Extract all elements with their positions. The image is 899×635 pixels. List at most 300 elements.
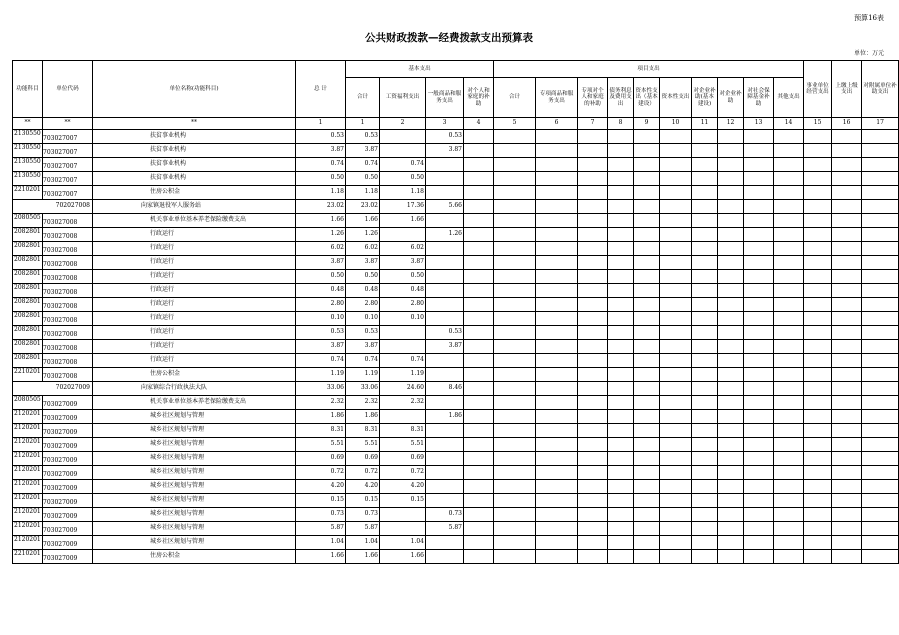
table-row — [13, 410, 899, 424]
empty-cell — [634, 396, 660, 410]
unit-name-cell: 城乡社区规划与管理 — [93, 466, 296, 480]
empty-cell — [744, 354, 774, 368]
value-cell-salary: 1.19 — [380, 368, 426, 382]
empty-cell — [578, 242, 608, 256]
func-code-cell — [13, 242, 78, 256]
empty-cell — [832, 536, 862, 550]
empty-cell — [744, 438, 774, 452]
empty-cell — [718, 214, 744, 228]
func-code-cell — [13, 396, 78, 410]
empty-cell — [718, 382, 744, 396]
unit-code: 703027008 — [43, 331, 78, 338]
value-cell-total: 0.50 — [296, 270, 346, 284]
func-code: 2130550 — [14, 158, 41, 165]
func-code: 2120201 — [14, 466, 41, 473]
empty-cell — [608, 410, 634, 424]
empty-cell — [578, 452, 608, 466]
table-row — [13, 158, 899, 172]
empty-cell — [536, 242, 578, 256]
unit-code: 703027008 — [43, 359, 78, 366]
table-row — [13, 424, 899, 438]
empty-cell — [774, 550, 804, 564]
value-cell-goods — [426, 214, 464, 228]
value-cell-salary — [380, 508, 426, 522]
unit-name-cell: 行政运行 — [93, 242, 296, 256]
empty-cell — [774, 228, 804, 242]
value-cell-sub: 4.20 — [346, 480, 380, 494]
value-cell-salary — [380, 326, 426, 340]
empty-cell — [692, 368, 718, 382]
unit-name-cell: 城乡社区规划与管理 — [93, 508, 296, 522]
empty-cell — [494, 228, 536, 242]
value-cell-salary: 5.51 — [380, 438, 426, 452]
empty-cell — [634, 452, 660, 466]
empty-cell — [660, 424, 692, 438]
empty-cell — [536, 298, 578, 312]
value-cell-sub: 0.50 — [346, 172, 380, 186]
empty-cell — [578, 312, 608, 326]
func-code: 2120201 — [14, 508, 41, 515]
func-code: 2120201 — [14, 438, 41, 445]
empty-cell — [774, 396, 804, 410]
value-cell-sub: 1.18 — [346, 186, 380, 200]
empty-cell — [832, 522, 862, 536]
empty-cell — [862, 522, 899, 536]
value-cell-salary — [380, 228, 426, 242]
value-cell-total: 6.02 — [296, 242, 346, 256]
unit-code: 703027009 — [43, 471, 78, 478]
empty-cell — [608, 480, 634, 494]
empty-cell — [578, 354, 608, 368]
func-code: 2082801 — [14, 326, 41, 333]
unit-name-cell: 城乡社区规划与管理 — [93, 480, 296, 494]
index-cell: 5 — [494, 118, 536, 130]
index-cell: 9 — [634, 118, 660, 130]
empty-cell — [718, 242, 744, 256]
empty-cell — [536, 354, 578, 368]
value-cell-sub: 23.02 — [346, 200, 380, 214]
empty-cell — [804, 480, 832, 494]
empty-cell — [494, 284, 536, 298]
value-cell-salary: 0.48 — [380, 284, 426, 298]
empty-cell — [744, 200, 774, 214]
value-cell-sub: 2.80 — [346, 298, 380, 312]
unit-name-cell: 城乡社区规划与管理 — [93, 452, 296, 466]
header-personal: 对个人和家庭的补助 — [464, 78, 494, 118]
header-upper: 上缴上级支出 — [832, 61, 862, 118]
value-cell-total: 8.31 — [296, 424, 346, 438]
value-cell-goods: 0.53 — [426, 130, 464, 144]
empty-cell — [536, 186, 578, 200]
value-cell-total: 2.32 — [296, 396, 346, 410]
value-cell-salary: 0.15 — [380, 494, 426, 508]
empty-cell — [536, 382, 578, 396]
unit-code: 703027009 — [43, 541, 78, 548]
empty-cell — [774, 410, 804, 424]
unit-code-cell: 702027008 — [13, 200, 93, 214]
empty-cell — [608, 130, 634, 144]
unit-code: 703027007 — [43, 163, 78, 170]
unit-code: 703027007 — [43, 149, 78, 156]
value-cell-goods — [426, 354, 464, 368]
empty-cell — [832, 354, 862, 368]
empty-cell — [744, 158, 774, 172]
unit-name-cell: 行政运行 — [93, 312, 296, 326]
empty-cell — [692, 396, 718, 410]
empty-cell — [608, 144, 634, 158]
empty-cell — [536, 130, 578, 144]
unit-name-cell: 扶贫事业机构 — [93, 172, 296, 186]
empty-cell — [608, 200, 634, 214]
empty-cell — [660, 214, 692, 228]
unit-code: 703027008 — [43, 303, 78, 310]
value-cell-salary: 0.69 — [380, 452, 426, 466]
empty-cell — [862, 536, 899, 550]
value-cell-goods: 8.46 — [426, 382, 464, 396]
empty-cell — [832, 368, 862, 382]
table-row — [13, 550, 899, 564]
empty-cell — [634, 368, 660, 382]
value-cell-total: 1.18 — [296, 186, 346, 200]
empty-cell — [692, 354, 718, 368]
table-row — [13, 396, 899, 410]
empty-cell — [634, 522, 660, 536]
empty-cell — [536, 256, 578, 270]
empty-cell — [494, 326, 536, 340]
empty-cell — [744, 452, 774, 466]
func-code: 2082801 — [14, 312, 41, 319]
index-cell: 3 — [426, 118, 464, 130]
table-row — [13, 368, 899, 382]
value-cell-total: 0.50 — [296, 172, 346, 186]
func-code-cell — [13, 228, 78, 242]
empty-cell — [634, 200, 660, 214]
empty-cell — [692, 326, 718, 340]
empty-cell — [578, 130, 608, 144]
empty-cell — [744, 186, 774, 200]
empty-cell — [774, 242, 804, 256]
empty-cell — [692, 228, 718, 242]
empty-cell — [464, 522, 494, 536]
empty-cell — [774, 494, 804, 508]
empty-cell — [660, 326, 692, 340]
empty-cell — [774, 312, 804, 326]
func-code-cell — [13, 550, 78, 564]
func-code-cell — [13, 326, 78, 340]
table-row — [13, 466, 899, 480]
empty-cell — [608, 396, 634, 410]
empty-cell — [464, 130, 494, 144]
empty-cell — [692, 200, 718, 214]
unit-name-cell: 向家镇综合行政执法大队 — [93, 382, 296, 396]
func-code-cell — [13, 186, 78, 200]
value-cell-total: 1.86 — [296, 410, 346, 424]
empty-cell — [536, 270, 578, 284]
value-cell-sub: 1.04 — [346, 536, 380, 550]
unit-code: 703027007 — [43, 177, 78, 184]
value-cell-goods — [426, 466, 464, 480]
value-cell-salary: 0.74 — [380, 158, 426, 172]
empty-cell — [692, 522, 718, 536]
func-code-cell — [13, 508, 78, 522]
empty-cell — [804, 550, 832, 564]
func-code-cell — [13, 256, 78, 270]
func-code-cell — [13, 270, 78, 284]
table-row — [13, 340, 899, 354]
empty-cell — [464, 270, 494, 284]
empty-cell — [774, 130, 804, 144]
value-cell-salary: 0.74 — [380, 354, 426, 368]
empty-cell — [744, 130, 774, 144]
value-cell-total: 0.69 — [296, 452, 346, 466]
empty-cell — [578, 494, 608, 508]
value-cell-goods — [426, 172, 464, 186]
empty-cell — [774, 158, 804, 172]
empty-cell — [536, 326, 578, 340]
empty-cell — [744, 312, 774, 326]
unit-name-cell: 行政运行 — [93, 354, 296, 368]
value-cell-salary: 6.02 — [380, 242, 426, 256]
value-cell-salary: 0.50 — [380, 270, 426, 284]
empty-cell — [494, 312, 536, 326]
empty-cell — [692, 424, 718, 438]
value-cell-sub: 6.02 — [346, 242, 380, 256]
empty-cell — [832, 270, 862, 284]
empty-cell — [692, 186, 718, 200]
value-cell-sub: 0.73 — [346, 508, 380, 522]
empty-cell — [862, 466, 899, 480]
empty-cell — [660, 228, 692, 242]
index-cell: ** — [13, 118, 43, 130]
empty-cell — [536, 494, 578, 508]
func-code-cell — [13, 466, 78, 480]
func-code-cell — [13, 172, 78, 186]
value-cell-salary — [380, 130, 426, 144]
header-subsidiary: 对附属单位补助支出 — [862, 61, 899, 118]
empty-cell — [494, 256, 536, 270]
empty-cell — [608, 452, 634, 466]
empty-cell — [660, 144, 692, 158]
empty-cell — [832, 424, 862, 438]
table-row — [13, 354, 899, 368]
empty-cell — [660, 284, 692, 298]
unit-name-cell: 扶贫事业机构 — [93, 158, 296, 172]
empty-cell — [660, 130, 692, 144]
empty-cell — [774, 270, 804, 284]
unit-code: 703027009 — [43, 415, 78, 422]
empty-cell — [464, 382, 494, 396]
empty-cell — [718, 284, 744, 298]
empty-cell — [804, 228, 832, 242]
header-operating: 事业单位经营支出 — [804, 61, 832, 118]
empty-cell — [634, 536, 660, 550]
empty-cell — [774, 452, 804, 466]
func-code: 2120201 — [14, 494, 41, 501]
empty-cell — [464, 200, 494, 214]
table-row — [13, 256, 899, 270]
func-code-cell — [13, 452, 78, 466]
empty-cell — [744, 382, 774, 396]
empty-cell — [862, 172, 899, 186]
empty-cell — [744, 270, 774, 284]
header-other: 其他支出 — [774, 78, 804, 118]
unit-code: 703027008 — [43, 289, 78, 296]
empty-cell — [718, 228, 744, 242]
func-code: 2130550 — [14, 172, 41, 179]
empty-cell — [692, 130, 718, 144]
header-special-goods: 专项商品和服务支出 — [536, 78, 578, 118]
value-cell-salary: 4.20 — [380, 480, 426, 494]
index-cell: 17 — [862, 118, 899, 130]
empty-cell — [464, 144, 494, 158]
empty-cell — [660, 158, 692, 172]
empty-cell — [464, 368, 494, 382]
empty-cell — [536, 144, 578, 158]
empty-cell — [494, 410, 536, 424]
empty-cell — [536, 200, 578, 214]
empty-cell — [608, 284, 634, 298]
empty-cell — [608, 508, 634, 522]
unit-code: 703027008 — [43, 345, 78, 352]
empty-cell — [804, 144, 832, 158]
empty-cell — [660, 256, 692, 270]
empty-cell — [578, 158, 608, 172]
header-unit-code: 单位代码 — [43, 61, 93, 118]
value-cell-salary: 0.72 — [380, 466, 426, 480]
unit-code: 703027009 — [43, 443, 78, 450]
empty-cell — [774, 298, 804, 312]
value-cell-goods — [426, 284, 464, 298]
unit-code: 703027009 — [43, 485, 78, 492]
empty-cell — [608, 270, 634, 284]
func-code: 2082801 — [14, 242, 41, 249]
empty-cell — [774, 186, 804, 200]
empty-cell — [634, 382, 660, 396]
empty-cell — [744, 144, 774, 158]
empty-cell — [660, 186, 692, 200]
table-row — [13, 172, 899, 186]
value-cell-goods — [426, 494, 464, 508]
value-cell-goods — [426, 312, 464, 326]
value-cell-salary: 0.50 — [380, 172, 426, 186]
empty-cell — [774, 480, 804, 494]
empty-cell — [692, 284, 718, 298]
empty-cell — [494, 452, 536, 466]
value-cell-goods: 0.53 — [426, 326, 464, 340]
value-cell-sub: 0.48 — [346, 284, 380, 298]
index-row — [13, 118, 899, 130]
empty-cell — [862, 144, 899, 158]
index-cell: 1 — [346, 118, 380, 130]
empty-cell — [464, 438, 494, 452]
empty-cell — [862, 438, 899, 452]
unit-code: 703027008 — [43, 317, 78, 324]
func-code: 2120201 — [14, 536, 41, 543]
empty-cell — [608, 536, 634, 550]
empty-cell — [608, 298, 634, 312]
empty-cell — [832, 550, 862, 564]
table-row — [13, 326, 899, 340]
empty-cell — [832, 312, 862, 326]
unit-name-cell: 住房公积金 — [93, 368, 296, 382]
empty-cell — [832, 158, 862, 172]
empty-cell — [494, 214, 536, 228]
empty-cell — [634, 270, 660, 284]
func-code: 2210201 — [14, 368, 41, 375]
empty-cell — [718, 298, 744, 312]
value-cell-total: 1.26 — [296, 228, 346, 242]
empty-cell — [536, 214, 578, 228]
empty-cell — [832, 494, 862, 508]
empty-cell — [718, 396, 744, 410]
value-cell-goods — [426, 550, 464, 564]
index-cell: 14 — [774, 118, 804, 130]
header-social: 对社会保障基金补助 — [744, 78, 774, 118]
header-capital: 资本性支出 — [660, 78, 692, 118]
func-code: 2082801 — [14, 256, 41, 263]
empty-cell — [660, 382, 692, 396]
empty-cell — [862, 340, 899, 354]
value-cell-goods — [426, 480, 464, 494]
unit-code: 703027008 — [43, 275, 78, 282]
value-cell-total: 0.15 — [296, 494, 346, 508]
empty-cell — [804, 214, 832, 228]
value-cell-sub: 0.53 — [346, 130, 380, 144]
empty-cell — [774, 340, 804, 354]
value-cell-goods: 1.86 — [426, 410, 464, 424]
value-cell-sub: 0.53 — [346, 326, 380, 340]
table-row — [13, 214, 899, 228]
empty-cell — [464, 172, 494, 186]
empty-cell — [634, 312, 660, 326]
empty-cell — [578, 144, 608, 158]
empty-cell — [464, 158, 494, 172]
empty-cell — [634, 550, 660, 564]
empty-cell — [832, 410, 862, 424]
empty-cell — [862, 480, 899, 494]
empty-cell — [718, 270, 744, 284]
empty-cell — [862, 424, 899, 438]
func-code-cell — [13, 522, 78, 536]
empty-cell — [832, 242, 862, 256]
empty-cell — [634, 186, 660, 200]
empty-cell — [536, 158, 578, 172]
func-code: 2082801 — [14, 228, 41, 235]
empty-cell — [804, 438, 832, 452]
table-row — [13, 144, 899, 158]
empty-cell — [464, 256, 494, 270]
empty-cell — [744, 522, 774, 536]
empty-cell — [692, 410, 718, 424]
value-cell-sub: 3.87 — [346, 340, 380, 354]
value-cell-salary: 8.31 — [380, 424, 426, 438]
empty-cell — [804, 354, 832, 368]
func-code: 2082801 — [14, 298, 41, 305]
value-cell-salary: 2.32 — [380, 396, 426, 410]
empty-cell — [862, 326, 899, 340]
table-row — [13, 536, 899, 550]
header-basic: 基本支出 — [346, 61, 494, 78]
budget-table — [12, 60, 899, 564]
empty-cell — [494, 536, 536, 550]
index-cell: 7 — [578, 118, 608, 130]
value-cell-sub: 33.06 — [346, 382, 380, 396]
index-cell: 2 — [380, 118, 426, 130]
index-cell: 4 — [464, 118, 494, 130]
value-cell-sub: 1.86 — [346, 410, 380, 424]
empty-cell — [536, 550, 578, 564]
value-cell-salary: 1.66 — [380, 214, 426, 228]
